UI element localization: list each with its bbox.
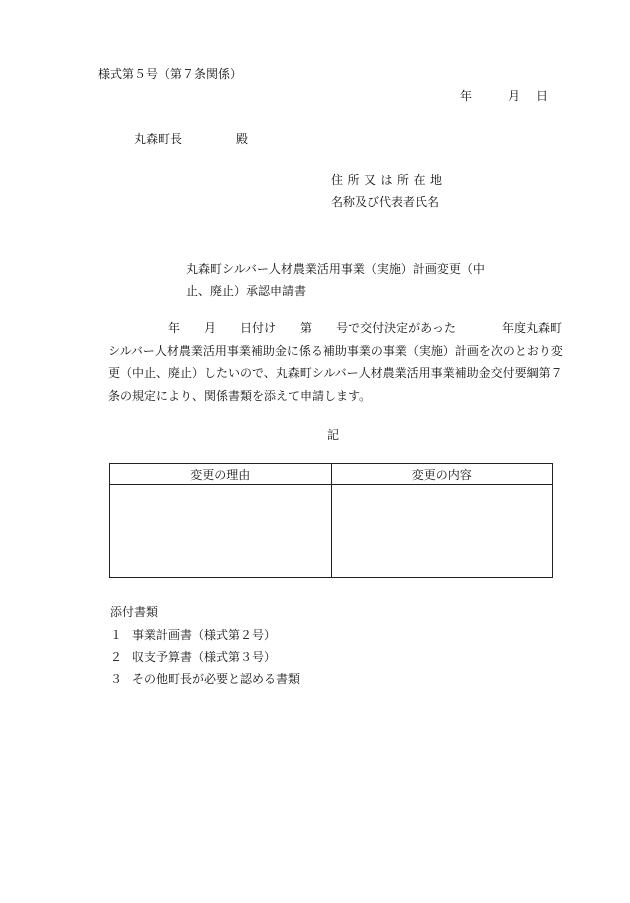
attachment-item [110,649,276,665]
body-remainder: 年度丸森町シルバー人材農業活用事業補助金に係る補助事業の事業（実施）計画を次のとおり変更（中止、廃止）したいので、丸森町シルバー人材農業活用事業補助金交付要綱第７条の規定により、関係書類を添えて申請します。 [108,321,563,403]
document-title: 丸森町シルバー人材農業活用事業（実施）計画変更（中止、廃止）承認申請書 [186,262,485,298]
date-day-label: 日 [536,89,549,103]
body-year: 年 [168,321,181,335]
attachment-text: その他町長が必要と認める書類 [132,672,301,686]
body-day-dated: 日付け [240,321,277,335]
addressee-mayor: 丸森町長 [134,132,183,146]
addressee [134,131,248,147]
application-body [108,317,568,407]
date-month-label: 月 [508,89,521,103]
attachments-title: 添付書類 [110,605,159,619]
attachment-text: 事業計画書（様式第２号） [132,628,277,642]
table-header-row [110,464,553,485]
applicant-name-label: 名称及び代表者氏名 [331,195,440,209]
attachment-num: ３ [110,672,123,686]
applicant-address-label: 住所又は所在地 [331,173,447,187]
cell-change-reason[interactable] [110,485,332,578]
body-dai: 第 [300,321,313,335]
date-year-label: 年 [460,89,473,103]
attachment-item [110,671,300,687]
body-go-text: 号で交付決定があった [336,321,456,335]
table-row [110,485,553,578]
form-number: 様式第５号（第７条関係） [98,67,243,81]
cell-change-content[interactable] [331,485,553,578]
header-change-content: 変更の内容 [331,464,553,485]
header-change-reason: 変更の理由 [110,464,332,485]
changes-table [109,463,553,578]
attachment-item [110,627,276,643]
attachment-num: ２ [110,650,123,664]
attachment-num: １ [110,628,123,642]
date-line [460,88,548,104]
ki-heading: 記 [327,428,340,442]
body-month: 月 [204,321,217,335]
attachment-text: 収支予算書（様式第３号） [132,650,277,664]
addressee-honorific: 殿 [236,132,249,146]
